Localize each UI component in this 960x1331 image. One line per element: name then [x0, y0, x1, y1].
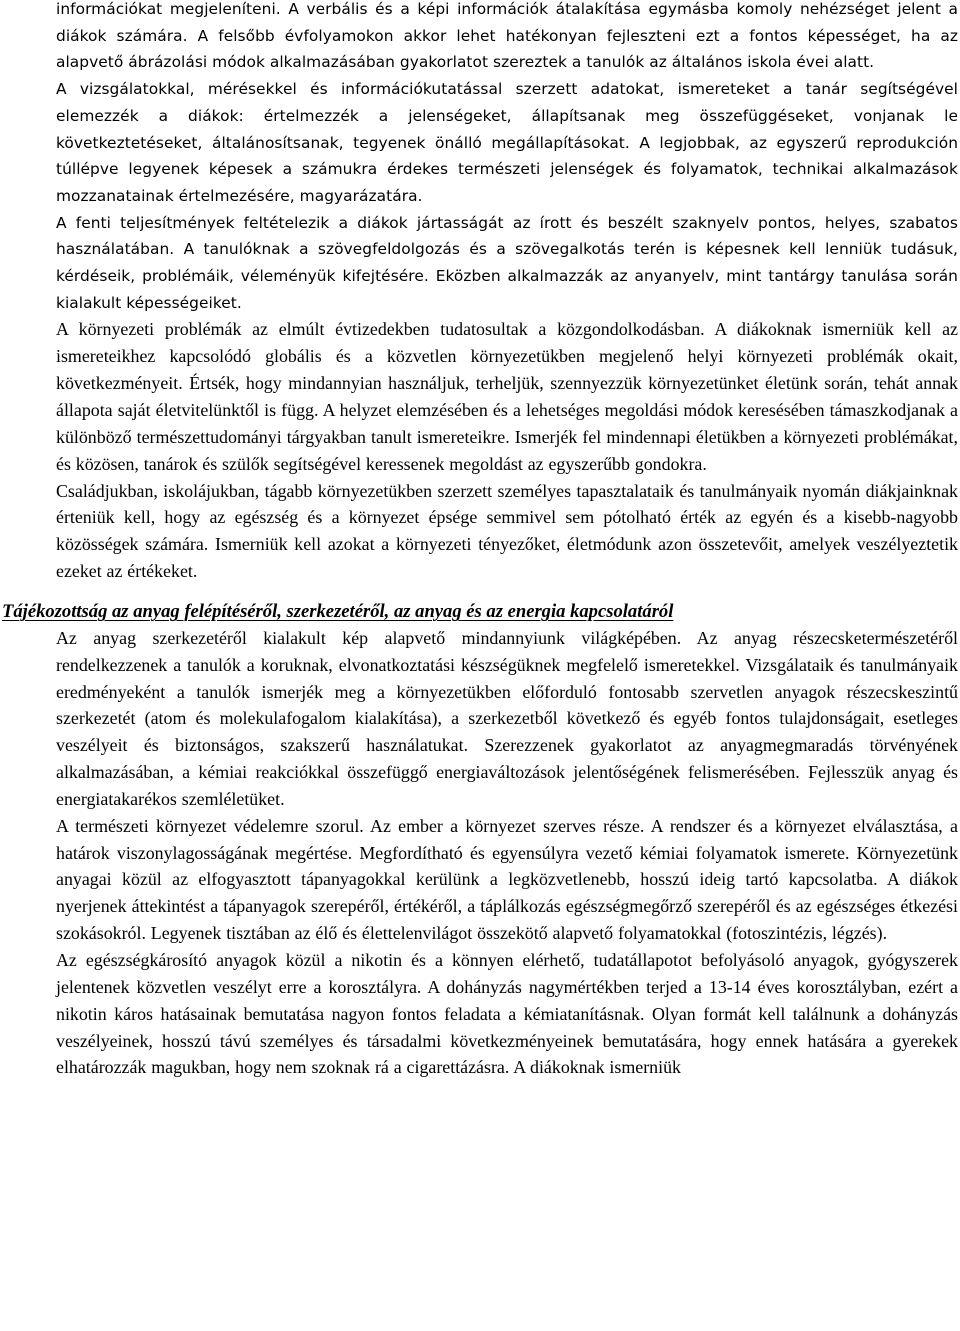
paragraph-technical-language: A fenti teljesítmények feltételezik a diákok jártasságát az írott és beszélt szaknyelv pontos, helyes, szabatos használatában. A tanulóknak a szövegfeldolgozás és a szövegalkotás terén is képesnek kell lenniük tudásuk, kérdéseik, problémáik, véleményük kifejtésére. Eközben alkalmazzák az anyanyelv, mint tantárgy tanulása során kialakult képességeiket. — [56, 213, 958, 312]
section-heading: Tájékozottság az anyag felépítéséről, szerkezetéről, az anyag és az energia kapcsolatáról — [2, 600, 674, 622]
paragraph-natural-environment: A természeti környezet védelemre szorul. Az ember a környezet szerves része. A rendszer és a környezet elválasztása, a határok viszonylagosságának megértése. Megfordítható és egyensúlyra vezető kémiai folyamatok ismerete. Környezetünk anyagai közül az elfogyasztott tápanyagokkal kerülünk a legközvetlenebb, hosszú ideig tartó kapcsolatba. A diákok nyerjenek áttekintést a tápanyagok szerepéről, értékéről, a táplálkozás egészségmegőrző szerepéről és az egészséges étkezési szokásokról. Legyenek tisztában az élő és élettelenvilágot összekötő alapvető folyamatokkal (fotoszintézis, légzés). — [56, 815, 958, 944]
paragraph-harmful-substances: Az egészségkárosító anyagok közül a nikotin és a könnyen elérhető, tudatállapotot befolyásoló anyagok, gyógyszerek jelentenek közvetlen veszélyt erre a korosztályra. A dohányzás nagymértékben terjed a 13-14 éves korosztályban, ezért a nikotin káros hatásainak bemutatása nagyon fontos feladata a kémiatanításnak. Olyan formát kell találnunk a dohányzás veszélyeinek, hosszú távú személyes és társadalmi következményeinek bemutatására, hogy ennek hatására a gyerekek elhatározzák magukban, hogy nem szoknak rá a cigarettázásra. A diákoknak ismerniük — [56, 950, 958, 1078]
body-text-top — [56, 0, 958, 585]
paragraph-data-analysis: A vizsgálatokkal, mérésekkel és információkutatással szerzett adatokat, ismereteket a tanár segítségével elemezzék a diákok: értelmezzék a jelenségeket, állapítsanak meg összefüggéseket, vonjanak le következtetéseket, általánosítsanak, tegyenek önálló megállapításokat. A legjobbak, az egyszerű reprodukción túllépve legyenek képesek a számukra érdekes természeti jelenségek és folyamatok, technikai alkalmazások mozzanatainak értelmezésére, magyarázatára. — [56, 80, 958, 205]
document-page — [2, 0, 958, 1081]
paragraph-visual-verbal-information: információkat megjeleníteni. A verbális és a képi információk átalakítása egymásba komoly nehézséget jelent a diákok számára. A felsőbb évfolyamokon akkor lehet hatékonyan fejleszteni ezt a fontos képességet, ha az alapvető ábrázolási módok alkalmazásában gyakorlatot szereztek a tanulók az általános iskola évei alatt. — [56, 0, 958, 72]
paragraph-structure-of-matter: Az anyag szerkezetéről kialakult kép alapvető mindannyiunk világképében. Az anyag részecsketermészetéről rendelkezzenek a tanulók a koruknak, elvonatkoztatási készségüknek megfelelő ismeretekkel. Vizsgálataik és tanulmányaik eredményeként a tanulók ismerjék meg a környezetükben előforduló fontosabb szervetlen anyagok részecskeszintű szerkezetét (atom és molekulafogalom kialakítása), a szerkezetből következő és egyéb fontos tulajdonságait, esetleges veszélyeit és biztonságos, szakszerű használatukat. Szerezzenek gyakorlatot az anyagmegmaradás törvényének alkalmazásában, a kémiai reakciókkal összefüggő energiaváltozások jelentőségének felismerésében. Fejlesszük anyag és energiatakarékos szemléletüket. — [56, 627, 958, 809]
body-text-bottom — [56, 625, 958, 1081]
paragraph-health-and-environment: Családjukban, iskolájukban, tágabb környezetükben szerzett személyes tapasztalataik és tanulmányaik nyomán diákjainknak érteniük kell, hogy az egészség és a környezet épsége semmivel sem pótolható érték az egyén és a kisebb-nagyobb közösségek számára. Ismerniük kell azokat a környezeti tényezőket, életmódunk azon összetevőit, amelyek veszélyeztetik ezeket az értékeket. — [56, 480, 958, 582]
paragraph-environmental-problems: A környezeti problémák az elmúlt évtizedekben tudatosultak a közgondolkodásban. A diákoknak ismerniük kell az ismereteikhez kapcsolódó globális és a közvetlen környezetükben megjelenő helyi környezeti problémák okait, következményeit. Értsék, hogy mindannyian használjuk, terheljük, szennyezzük környezetünket életünk során, tehát annak állapota saját életvitelünktől is függ. A helyzet elemzésében és a lehetséges megoldási módok keresésében támaszkodjanak a különböző természettudományi tárgyakban tanult ismereteikre. Ismerjék fel mindennapi életükben a környezeti problémákat, és közösen, tanárok és szülők segítségével keressenek megoldást az egyszerűbb gondokra. — [56, 319, 958, 474]
